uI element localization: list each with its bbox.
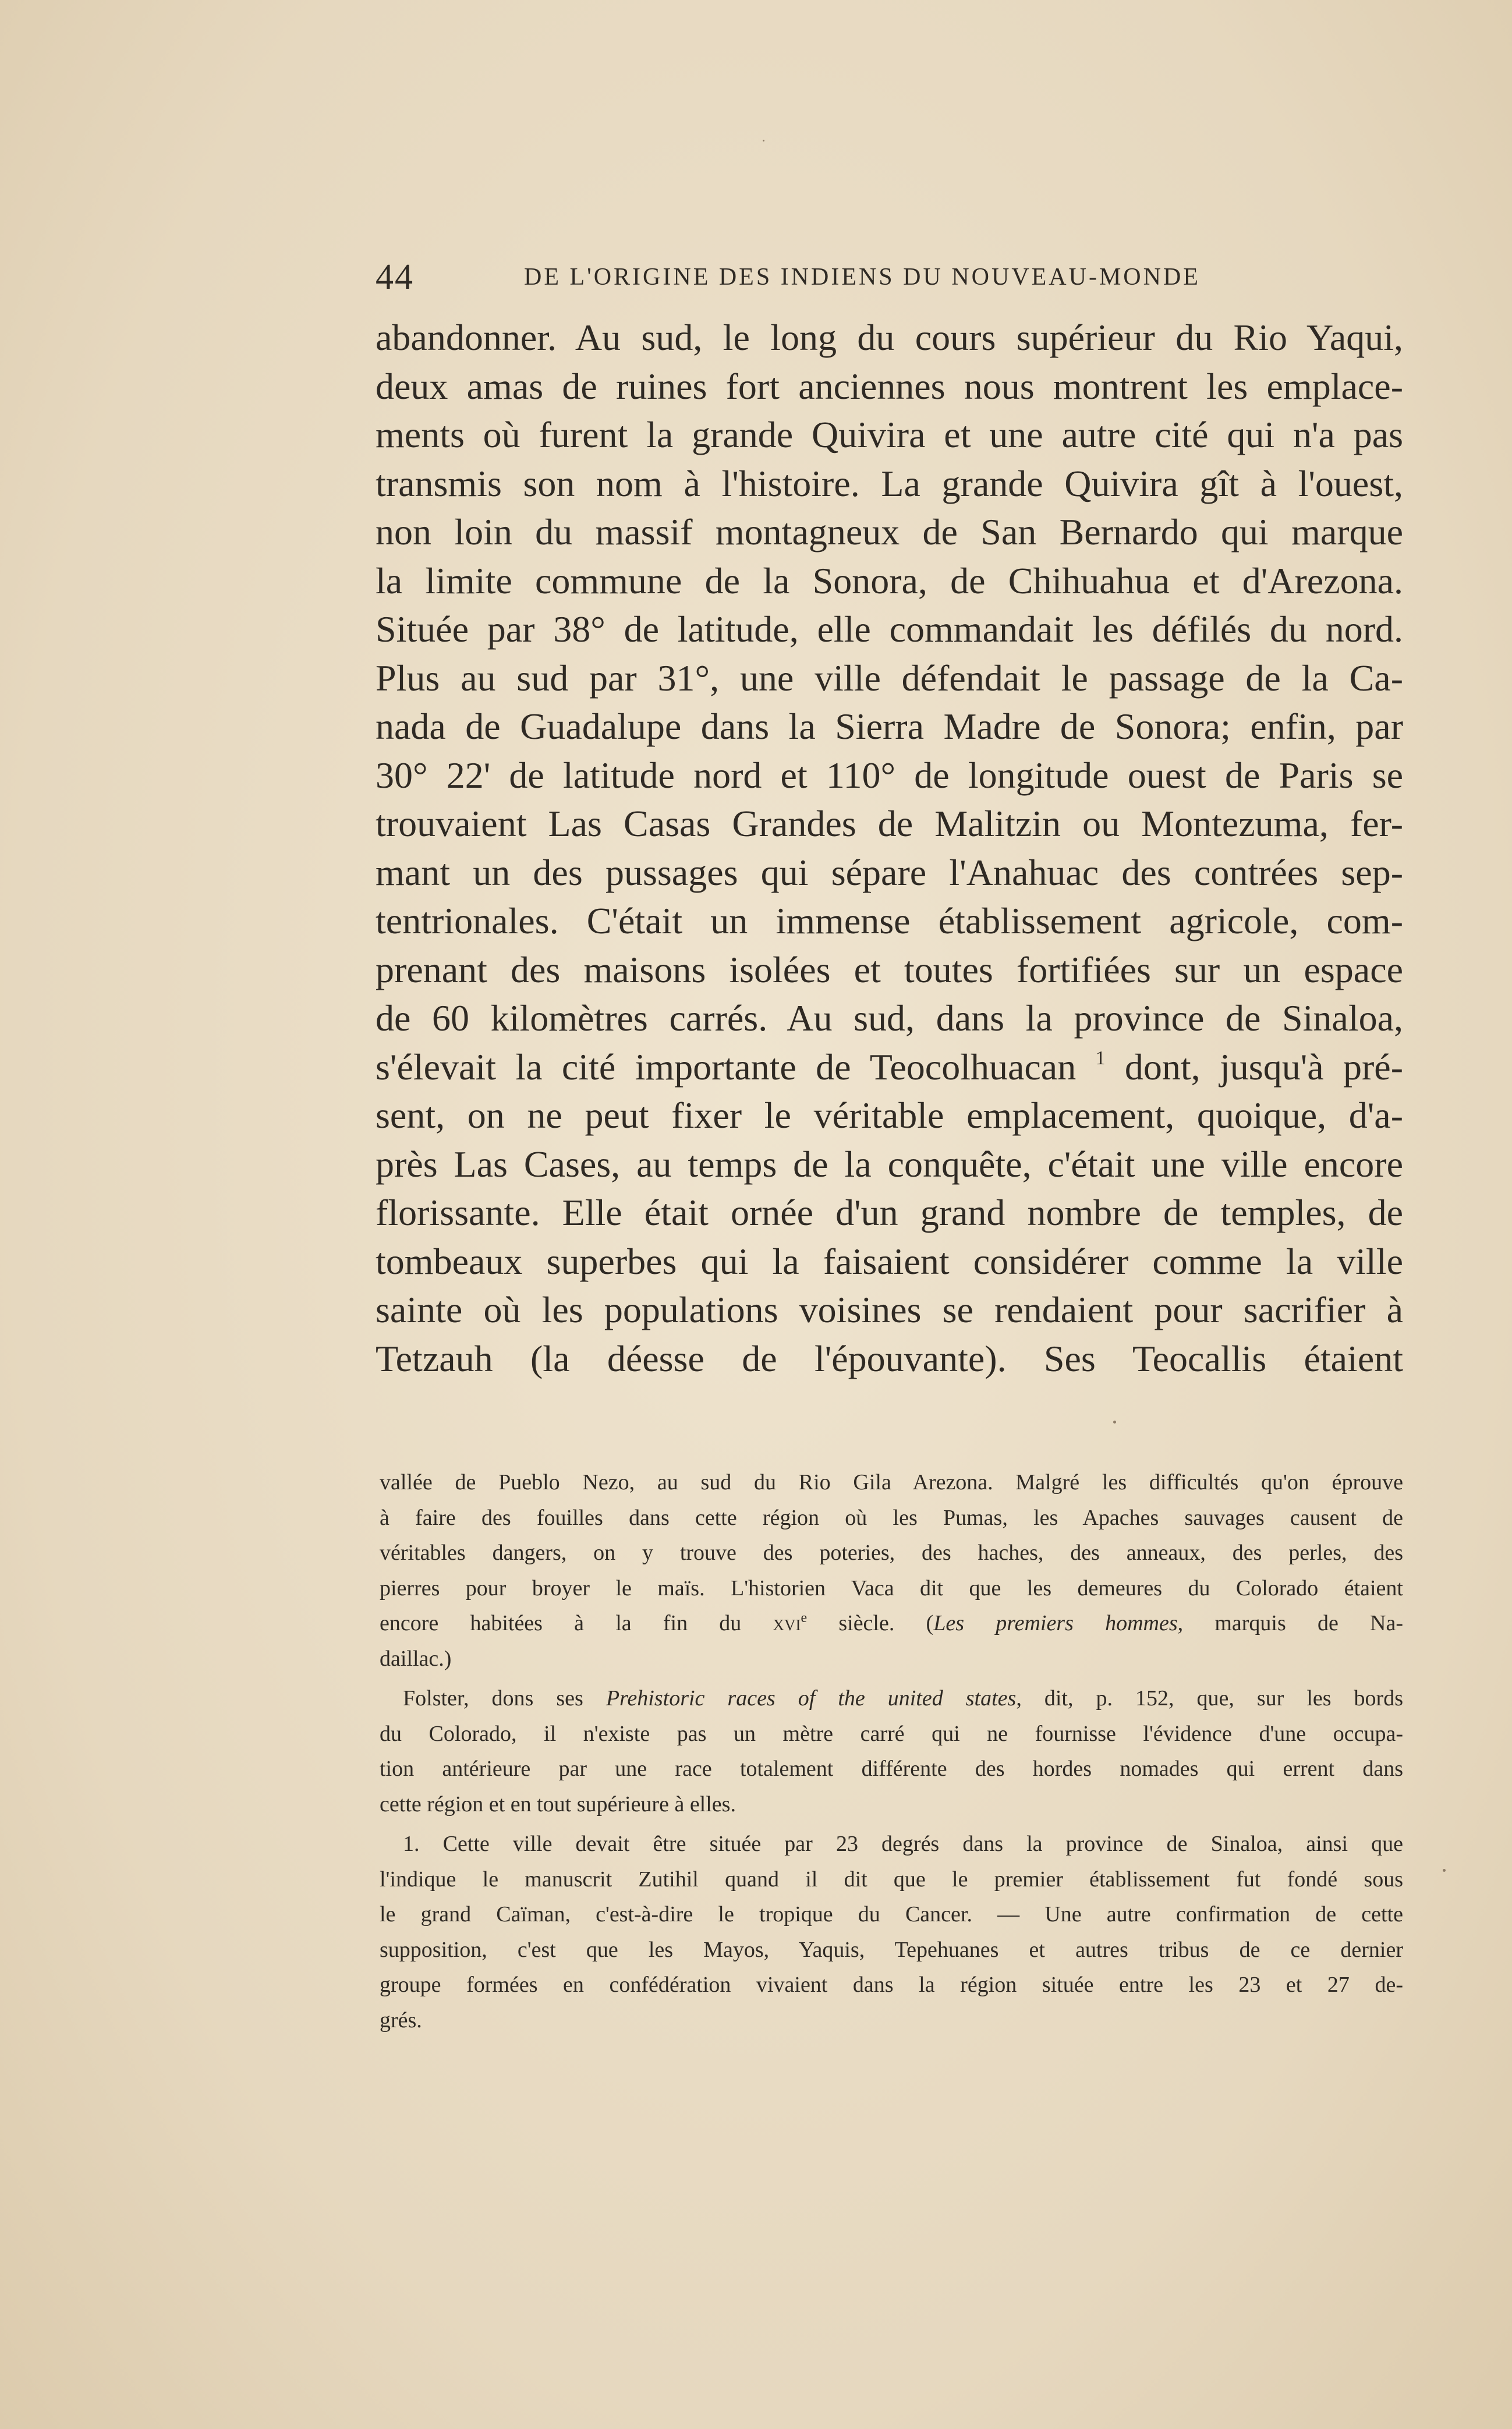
footnote-line: cette région et en tout supérieure à elles. xyxy=(380,1791,736,1817)
footnote-continuation xyxy=(380,1465,1403,1676)
footnote-segment: siècle. ( xyxy=(838,1611,934,1635)
text-line-with-footnote xyxy=(376,1043,1403,1092)
text-line: Tetzauh (la déesse de l'épouvante). Ses Teocallis étaient xyxy=(376,1337,1403,1379)
page-number: 44 xyxy=(376,257,414,297)
footnote-line: véritables dangers, on y trouve des poteries, des haches, des anneaux, des perles, des xyxy=(380,1541,1403,1565)
footnote-reference: 1 xyxy=(1095,1047,1106,1069)
book-title: Prehistoric races of the united states xyxy=(605,1686,1017,1711)
text-line: transmis son nom à l'histoire. La grande Quivira gît à l'ouest, xyxy=(376,462,1403,504)
footnote-line: à faire des fouilles dans cette région où les Pumas, les Apaches sauvages causent de xyxy=(380,1505,1403,1530)
text-line: 30° 22' de latitude nord et 110° de longitude ouest de Paris se xyxy=(376,754,1403,796)
text-line: nada de Guadalupe dans la Sierra Madre de Sonora; enfin, par xyxy=(376,706,1403,747)
paper-speck xyxy=(763,140,764,141)
footnote-1 xyxy=(380,1826,1403,2038)
footnote-segment: , dit, p. 152, que, sur les bords xyxy=(1016,1686,1403,1711)
footnote-line: groupe formées en confédération vivaient dans la région située entre les 23 et 27 de- xyxy=(380,1973,1403,1997)
century-numeral: xvi xyxy=(773,1611,801,1635)
text-line: Plus au sud par 31°, une ville défendait le passage de la Ca- xyxy=(376,657,1403,699)
text-line: la limite commune de la Sonora, de Chihuahua et d'Arezona. xyxy=(376,560,1403,601)
text-segment: dont, jusqu'à pré- xyxy=(1124,1046,1404,1088)
footnote-line: du Colorado, il n'existe pas un mètre carré qui ne fournisse l'évidence d'une occupa- xyxy=(380,1721,1403,1746)
text-line: mant un des pussages qui sépare l'Anahuac des contrées sep- xyxy=(376,851,1403,893)
footnote-line: 1. Cette ville devait être située par 23 degrés dans la province de Sinaloa, ainsi que xyxy=(403,1832,1403,1856)
footnote-line: tion antérieure par une race totalement différente des hordes nomades qui errent dans xyxy=(380,1757,1403,1781)
footnote-line: le grand Caïman, c'est-à-dire le tropique du Cancer. — Une autre confirmation de cette xyxy=(380,1902,1403,1927)
text-line: ments où furent la grande Quivira et une autre cité qui n'a pas xyxy=(376,414,1403,455)
paper-speck xyxy=(1113,1421,1116,1424)
text-line: deux amas de ruines fort anciennes nous montrent les emplace- xyxy=(376,365,1403,407)
century-superscript: e xyxy=(801,1610,808,1626)
text-line: non loin du massif montagneux de San Bernardo qui marque xyxy=(376,511,1403,553)
text-line: florissante. Elle était ornée d'un grand nombre de temples, de xyxy=(376,1192,1403,1233)
footnote-line: supposition, c'est que les Mayos, Yaquis, Tepehuanes et autres tribus de ce dernier xyxy=(380,1937,1403,1962)
text-line: tentrionales. C'était un immense établissement agricole, com- xyxy=(376,900,1403,941)
text-line: sainte où les populations voisines se rendaient pour sacrifier à xyxy=(376,1289,1403,1330)
footnote-line: vallée de Pueblo Nezo, au sud du Rio Gila Arezona. Malgré les difficultés qu'on éprouve xyxy=(380,1470,1403,1495)
footnotes xyxy=(380,1465,1403,2042)
footnote-segment: Folster, dons ses xyxy=(403,1686,583,1711)
book-title: Les premiers hommes xyxy=(933,1611,1178,1635)
text-line: de 60 kilomètres carrés. Au sud, dans la province de Sinaloa, xyxy=(376,997,1403,1039)
text-line: trouvaient Las Casas Grandes de Malitzin ou Montezuma, fer- xyxy=(376,803,1403,844)
footnote-line: grés. xyxy=(380,2007,422,2033)
main-text xyxy=(376,313,1403,1383)
paper-speck xyxy=(1443,1869,1446,1872)
text-segment: s'élevait la cité importante de Teocolhuacan xyxy=(376,1046,1077,1088)
page-header xyxy=(376,254,1403,300)
text-line: près Las Cases, au temps de la conquête, c'était une ville encore xyxy=(376,1143,1403,1185)
footnote-folster xyxy=(380,1681,1403,1822)
footnote-line: pierres pour broyer le maïs. L'historien Vaca dit que les demeures du Colorado étaient xyxy=(380,1575,1403,1601)
text-line: Située par 38° de latitude, elle commandait les défilés du nord. xyxy=(376,608,1403,650)
text-line: tombeaux superbes qui la faisaient considérer comme la ville xyxy=(376,1240,1403,1282)
text-line: abandonner. Au sud, le long du cours supérieur du Rio Yaqui, xyxy=(376,317,1403,358)
footnote-segment: encore habitées à la fin du xyxy=(380,1611,742,1635)
footnote-line xyxy=(380,1681,1403,1716)
footnote-line: l'indique le manuscrit Zutihil quand il dit que le premier établissement fut fondé sous xyxy=(380,1867,1403,1892)
text-line: sent, on ne peut fixer le véritable emplacement, quoique, d'a- xyxy=(376,1095,1403,1136)
footnote-line xyxy=(380,1606,1403,1641)
footnote-segment: , marquis de Na- xyxy=(1177,1611,1403,1635)
text-line: prenant des maisons isolées et toutes fortifiées sur un espace xyxy=(376,948,1403,990)
running-title: DE L'ORIGINE DES INDIENS DU NOUVEAU-MONDE xyxy=(524,264,1201,291)
footnote-line: daillac.) xyxy=(380,1646,452,1671)
